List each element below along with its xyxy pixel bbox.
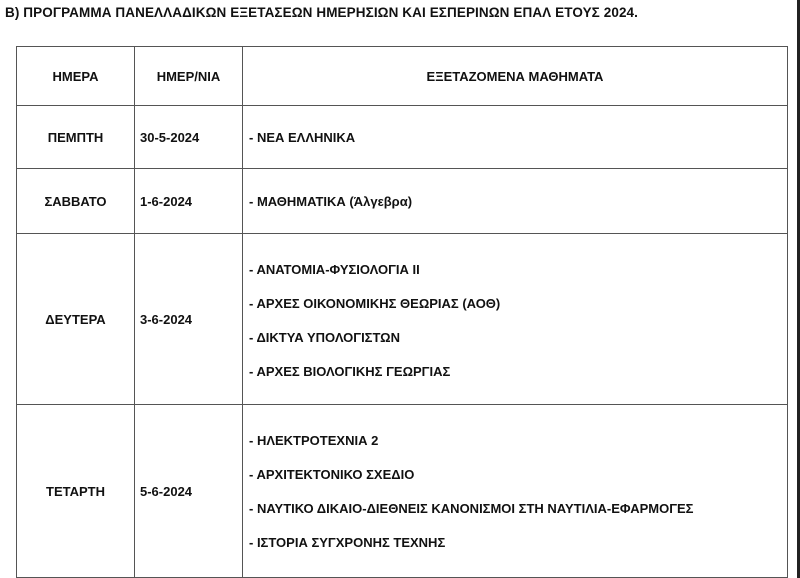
subject-item: - ΑΡΧΕΣ ΟΙΚΟΝΟΜΙΚΗΣ ΘΕΩΡΙΑΣ (ΑΟΘ) (249, 295, 501, 311)
subject-item: - ΔΙΚΤΥΑ ΥΠΟΛΟΓΙΣΤΩΝ (249, 329, 400, 345)
day-cell: ΔΕΥΤΕΡΑ (17, 234, 135, 405)
subjects-cell (243, 106, 788, 169)
exam-schedule-table (16, 46, 788, 578)
subject-item: - ΙΣΤΟΡΙΑ ΣΥΓΧΡΟΝΗΣ ΤΕΧΝΗΣ (249, 534, 446, 550)
day-cell: ΠΕΜΠΤΗ (17, 106, 135, 169)
subject-item: - ΗΛΕΚΤΡΟΤΕΧΝΙΑ 2 (249, 432, 379, 448)
header-subjects: ΕΞΕΤΑΖΟΜΕΝΑ ΜΑΘΗΜΑΤΑ (243, 47, 788, 106)
subjects-cell (243, 405, 788, 578)
date-cell: 5-6-2024 (135, 405, 243, 578)
subject-item: - ΑΡΧΙΤΕΚΤΟΝΙΚΟ ΣΧΕΔΙΟ (249, 466, 415, 482)
page-title: Β) ΠΡΟΓΡΑΜΜΑ ΠΑΝΕΛΛΑΔΙΚΩΝ ΕΞΕΤΑΣΕΩΝ ΗΜΕΡΗΣΙΩΝ ΚΑΙ ΕΣΠΕΡΙΝΩΝ ΕΠΑΛ ΕΤΟΥΣ 2024. (5, 5, 639, 20)
date-cell: 30-5-2024 (135, 106, 243, 169)
day-cell: ΤΕΤΑΡΤΗ (17, 405, 135, 578)
subject-item: - ΑΡΧΕΣ ΒΙΟΛΟΓΙΚΗΣ ΓΕΩΡΓΙΑΣ (249, 363, 451, 379)
table-row (17, 405, 788, 578)
table-row (17, 234, 788, 405)
day-cell: ΣΑΒΒΑΤΟ (17, 169, 135, 234)
date-cell: 1-6-2024 (135, 169, 243, 234)
table-row (17, 169, 788, 234)
header-date: ΗΜΕΡ/ΝΙΑ (135, 47, 243, 106)
subject-item: - ΝΑΥΤΙΚΟ ΔΙΚΑΙΟ-ΔΙΕΘΝΕΙΣ ΚΑΝΟΝΙΣΜΟΙ ΣΤΗ ΝΑΥΤΙΛΙΑ-ΕΦΑΡΜΟΓΕΣ (249, 500, 694, 516)
subjects-cell (243, 169, 788, 234)
subject-item: - ΑΝΑΤΟΜΙΑ-ΦΥΣΙΟΛΟΓΙΑ ΙΙ (249, 261, 420, 277)
header-day: ΗΜΕΡΑ (17, 47, 135, 106)
subjects-cell (243, 234, 788, 405)
table-header-row (17, 47, 788, 106)
table-row (17, 106, 788, 169)
date-cell: 3-6-2024 (135, 234, 243, 405)
subject-item: - ΜΑΘΗΜΑΤΙΚΑ (Άλγεβρα) (249, 193, 413, 209)
subject-item: - ΝΕΑ ΕΛΛΗΝΙΚΑ (249, 129, 356, 145)
